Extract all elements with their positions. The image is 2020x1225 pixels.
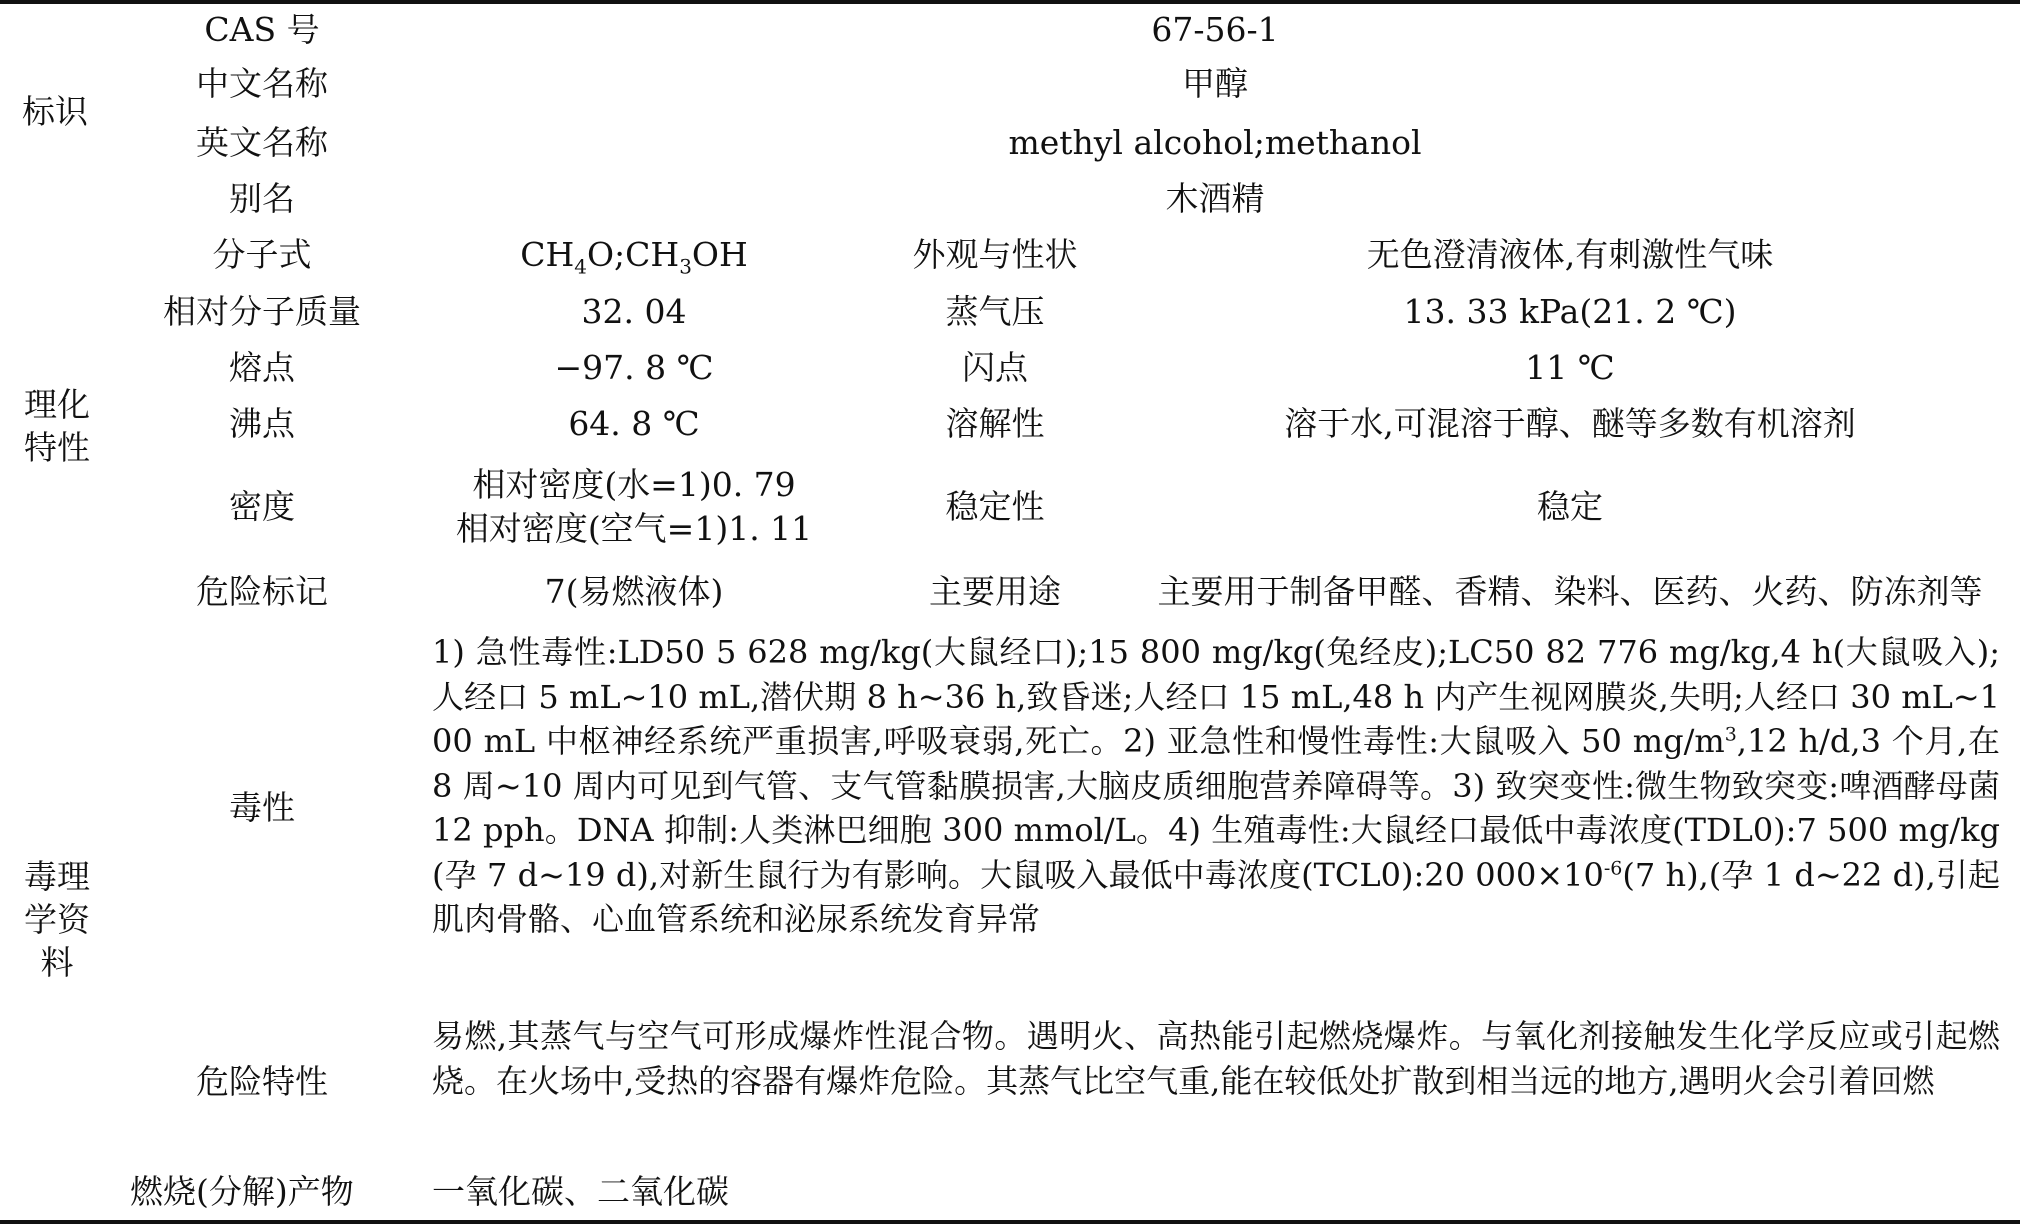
formula-value: $CH_4O;CH_3OH$	[520, 235, 748, 279]
hazard-mark-label: 危险标记	[196, 572, 328, 611]
vapor-pressure-value: 13. 33 kPa(21. 2 ℃)	[1403, 292, 1737, 331]
boiling-point-label: 沸点	[229, 404, 295, 443]
cas-label: CAS 号	[204, 10, 320, 49]
molecular-weight-value: 32. 04	[581, 292, 687, 331]
boiling-point-value: 64. 8 ℃	[568, 404, 700, 443]
density-value-air: 相对密度(空气=1)1. 11	[455, 509, 813, 548]
combustion-products-value: 一氧化碳、二氧化碳	[432, 1172, 729, 1211]
combustion-products-label: 燃烧(分解)产物	[130, 1172, 354, 1211]
solubility-label: 溶解性	[945, 404, 1045, 443]
toxicity-label: 毒性	[229, 788, 295, 827]
hazard-mark-value: 7(易燃液体)	[544, 572, 724, 611]
chinese-name-label: 中文名称	[196, 64, 328, 103]
vapor-pressure-label: 蒸气压	[945, 292, 1045, 331]
melting-point-label: 熔点	[229, 348, 295, 387]
section-toxicology: 毒理学资料	[24, 857, 90, 982]
cas-value: 67-56-1	[1151, 10, 1279, 49]
formula-label: 分子式	[212, 235, 312, 274]
main-uses-value: 主要用于制备甲醛、香精、染料、医药、火药、防冻剂等	[1157, 572, 1983, 611]
density-label: 密度	[229, 487, 295, 526]
appearance-label: 外观与性状	[912, 235, 1078, 274]
english-name-value: methyl alcohol;methanol	[1008, 123, 1422, 162]
hazard-properties-text: 易燃,其蒸气与空气可形成爆炸性混合物。遇明火、高热能引起燃烧爆炸。与氧化剂接触发生化学反应或引起燃烧。在火场中,受热的容器有爆炸危险。其蒸气比空气重,能在较低处扩散到相当远的地方,遇明火会引着回燃	[432, 1017, 2000, 1100]
appearance-value: 无色澄清液体,有刺激性气味	[1366, 235, 1774, 274]
flash-point-value: 11 ℃	[1525, 348, 1615, 387]
flash-point-label: 闪点	[962, 348, 1028, 387]
alias-value: 木酒精	[1165, 179, 1265, 218]
molecular-weight-label: 相对分子质量	[163, 292, 361, 331]
stability-label: 稳定性	[945, 487, 1045, 526]
hazard-properties-label: 危险特性	[196, 1062, 328, 1101]
bottom-rule	[0, 1220, 2020, 1224]
toxicity-text: 1) 急性毒性:LD50 5 628 mg/kg(大鼠经口);15 800 mg/kg(兔经皮);LC50 82 776 mg/kg,4 h(大鼠吸入);人经口 5 mL~10 mL,潜伏期 8 h~36 h,致昏迷;人经口 15 mL,48 h 内产生视网膜炎,失明;人经口 30 mL~100 mL 中枢神经系统严重损害,呼吸衰弱,死亡。2) 亚急性和慢性毒性:大鼠吸入 50 $mg/m^3,12$ h/d,3 个月,在 8 周~10 周内可见到气管、支气管黏膜损害,大脑皮质细胞营养障碍等。3) 致突变性:微生物致突变:啤酒酵母菌 12 pph。DNA 抑制:人类淋巴细胞 300 mmol/L。4) 生殖毒性:大鼠经口最低中毒浓度(TDL0):7 500 mg/kg(孕 7 d~19 d),对新生鼠行为有影响。大鼠吸入最低中毒浓度(TCL0):20 $000\times 10^{-6}(7$ h),(孕 1 d~22 d),引起肌肉骨骼、心血管系统和泌尿系统发育异常	[432, 633, 2000, 938]
main-uses-label: 主要用途	[929, 572, 1061, 611]
top-rule	[0, 0, 2020, 4]
alias-label: 别名	[229, 179, 295, 218]
english-name-label: 英文名称	[196, 123, 328, 162]
section-physicochemical: 理化特性	[24, 385, 90, 467]
chinese-name-value: 甲醇	[1182, 64, 1248, 103]
solubility-value: 溶于水,可混溶于醇、醚等多数有机溶剂	[1284, 404, 1856, 443]
section-identification: 标识	[22, 92, 88, 131]
stability-value: 稳定	[1537, 487, 1603, 526]
density-value-water: 相对密度(水=1)0. 79	[472, 465, 796, 504]
melting-point-value: −97. 8 ℃	[554, 348, 714, 387]
